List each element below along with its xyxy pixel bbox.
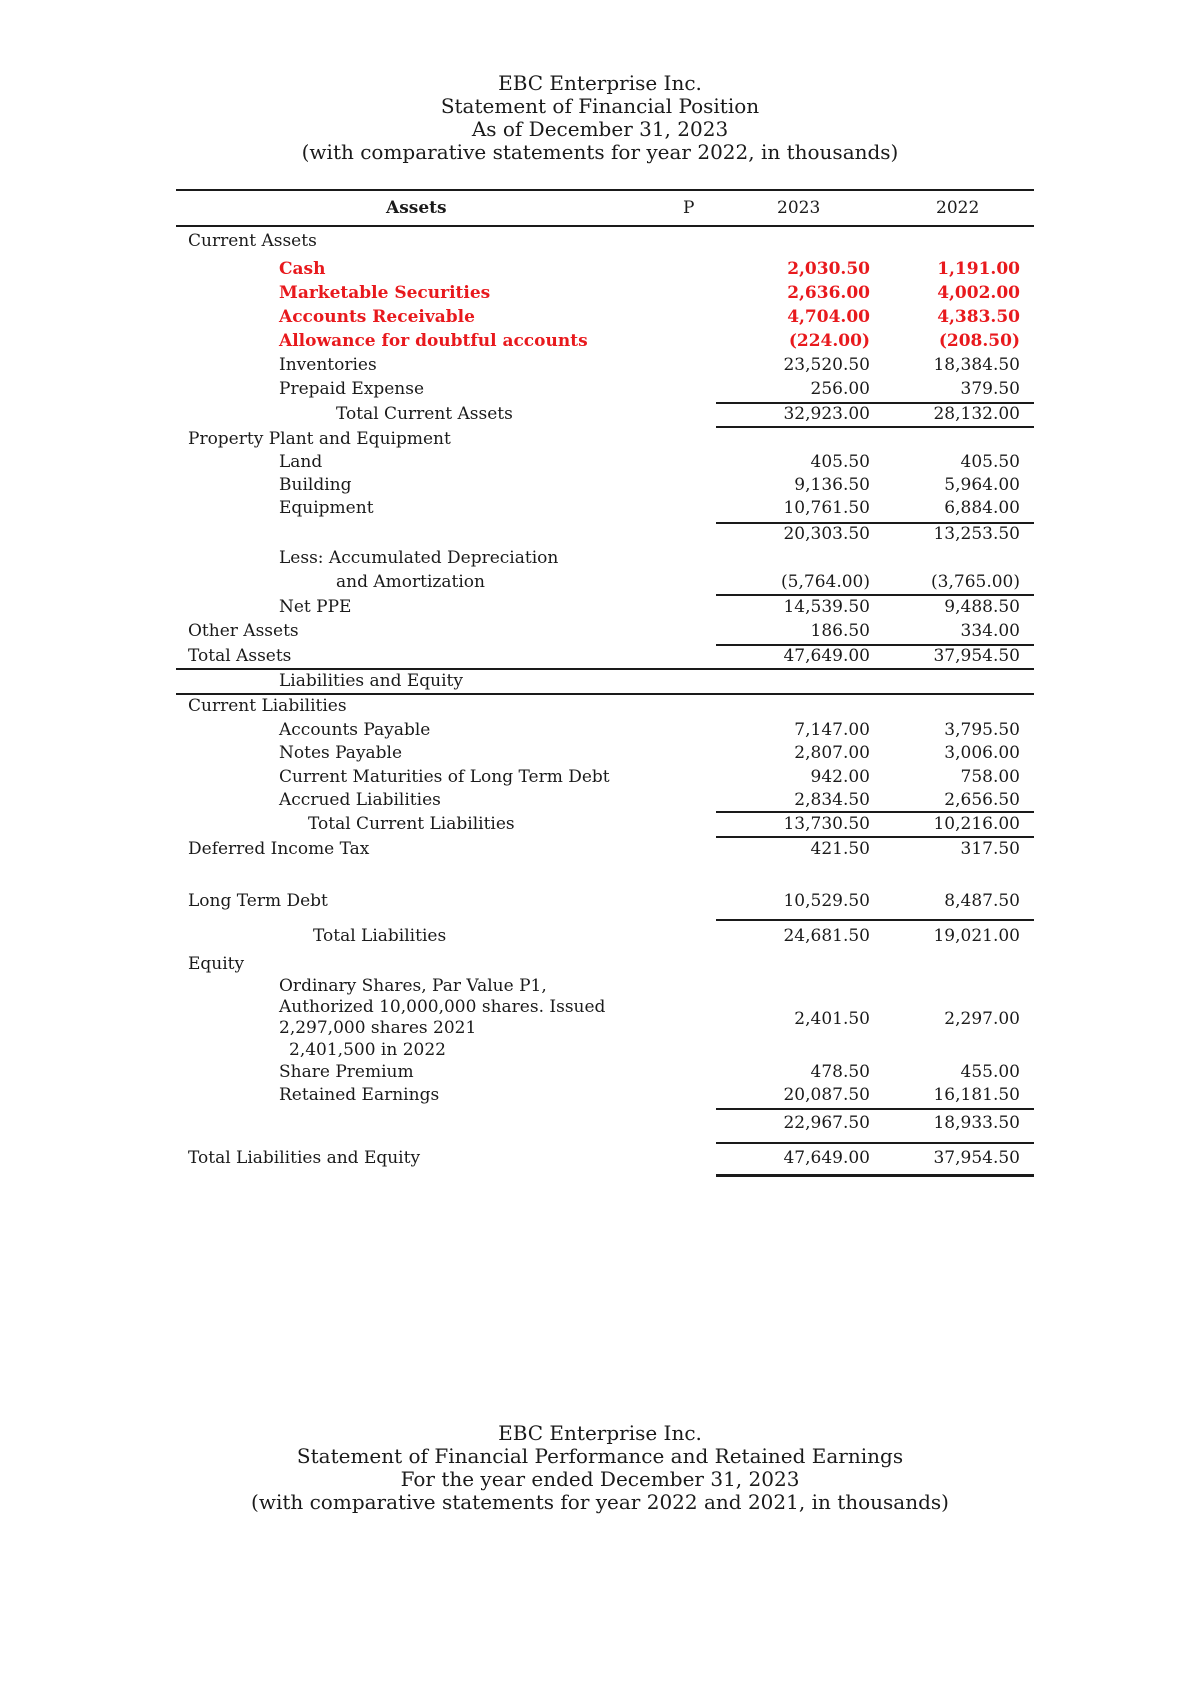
row-accrued-2022: 2,656.50 (944, 790, 1020, 810)
row-amort-2023: (5,764.00) (781, 572, 870, 592)
col-assets: Assets (386, 198, 447, 218)
row-allowance-label: Allowance for doubtful accounts (279, 331, 588, 351)
row-inventories-2023: 23,520.50 (783, 355, 870, 375)
row-shares-line2: Authorized 10,000,000 shares. Issued (279, 997, 606, 1017)
row-cash-label: Cash (279, 259, 326, 279)
row-retained-2022: 16,181.50 (933, 1085, 1020, 1105)
col-2022: 2022 (936, 198, 980, 218)
row-total-le-2023: 47,649.00 (783, 1148, 870, 1168)
row-current-maturities-label: Current Maturities of Long Term Debt (279, 767, 610, 787)
row-net-ppe-2022: 9,488.50 (944, 597, 1020, 617)
row-marketable-label: Marketable Securities (279, 283, 491, 303)
row-share-premium-2023: 478.50 (810, 1062, 870, 1082)
row-total-le-2022: 37,954.50 (933, 1148, 1020, 1168)
section-rule (176, 693, 1034, 695)
row-prepaid-2023: 256.00 (810, 379, 870, 399)
statement-title: Statement of Financial Performance and Retained Earnings (296, 1444, 904, 1468)
subtotal-rule (716, 1108, 1034, 1110)
statement-note: (with comparative statements for year 2022 and 2021, in thousands) (251, 1490, 949, 1514)
subtotal-rule (716, 919, 1034, 921)
row-shares-line1: Ordinary Shares, Par Value P1, (279, 976, 547, 996)
section-ppe: Property Plant and Equipment (188, 429, 451, 449)
row-notes-payable-label: Notes Payable (279, 743, 403, 763)
row-total-current-liabilities-label: Total Current Liabilities (308, 814, 515, 834)
row-equity-total-2022: 18,933.50 (933, 1113, 1020, 1133)
row-total-assets-label: Total Assets (188, 646, 292, 666)
row-current-maturities-2022: 758.00 (960, 767, 1020, 787)
row-total-liabilities-2022: 19,021.00 (933, 926, 1020, 946)
row-total-current-assets-label: Total Current Assets (336, 404, 513, 424)
row-total-liabilities-label: Total Liabilities (313, 926, 447, 946)
row-deferred-tax-2023: 421.50 (810, 839, 870, 859)
row-amort-label: and Amortization (336, 572, 485, 592)
col-2023: 2023 (777, 198, 821, 218)
row-accounts-payable-label: Accounts Payable (279, 720, 431, 740)
row-share-premium-label: Share Premium (279, 1062, 414, 1082)
row-deferred-tax-label: Deferred Income Tax (188, 839, 370, 859)
row-building-label: Building (279, 475, 352, 495)
row-allowance-2022: (208.50) (938, 331, 1020, 351)
row-receivable-label: Accounts Receivable (279, 307, 475, 327)
row-deferred-tax-2022: 317.50 (960, 839, 1020, 859)
statement-header (0, 72, 1200, 164)
row-retained-label: Retained Earnings (279, 1085, 440, 1105)
row-other-assets-label: Other Assets (188, 621, 299, 641)
total-rule (716, 836, 1034, 838)
row-cash-2023: 2,030.50 (787, 259, 870, 279)
statement2-header (0, 1422, 1200, 1514)
row-total-current-liabilities-2023: 13,730.50 (783, 814, 870, 834)
row-equipment-2023: 10,761.50 (783, 498, 870, 518)
section-rule (176, 668, 1034, 670)
row-inventories-2022: 18,384.50 (933, 355, 1020, 375)
row-shares-line4: 2,401,500 in 2022 (289, 1040, 446, 1060)
row-long-term-debt-2022: 8,487.50 (944, 891, 1020, 911)
row-shares-2023: 2,401.50 (794, 1009, 870, 1029)
row-accounts-payable-2023: 7,147.00 (794, 720, 870, 740)
row-total-current-assets-2022: 28,132.00 (933, 404, 1020, 424)
row-share-premium-2022: 455.00 (960, 1062, 1020, 1082)
row-allowance-2023: (224.00) (788, 331, 870, 351)
statement-date: As of December 31, 2023 (471, 117, 729, 141)
row-ppe-subtotal-2023: 20,303.50 (783, 524, 870, 544)
row-accrued-2023: 2,834.50 (794, 790, 870, 810)
row-equipment-2022: 6,884.00 (944, 498, 1020, 518)
row-net-ppe-label: Net PPE (279, 597, 352, 617)
row-building-2023: 9,136.50 (794, 475, 870, 495)
subtotal-rule (716, 1142, 1034, 1144)
col-p: P (683, 198, 695, 218)
row-other-assets-2023: 186.50 (810, 621, 870, 641)
header-rule (176, 225, 1034, 227)
subtotal-rule (716, 811, 1034, 813)
total-rule (716, 426, 1034, 428)
top-rule (176, 189, 1034, 191)
statement-title: Statement of Financial Position (440, 94, 760, 118)
row-less-dep-label: Less: Accumulated Depreciation (279, 548, 559, 568)
row-notes-payable-2022: 3,006.00 (944, 743, 1020, 763)
row-net-ppe-2023: 14,539.50 (783, 597, 870, 617)
row-receivable-2022: 4,383.50 (937, 307, 1020, 327)
statement-note: (with comparative statements for year 2022, in thousands) (301, 140, 899, 164)
row-shares-line3: 2,297,000 shares 2021 (279, 1018, 477, 1038)
row-inventories-label: Inventories (279, 355, 377, 375)
row-land-label: Land (279, 452, 323, 472)
row-land-2023: 405.50 (810, 452, 870, 472)
row-notes-payable-2023: 2,807.00 (794, 743, 870, 763)
double-total-rule (716, 1174, 1034, 1177)
section-equity: Equity (188, 954, 245, 974)
row-ppe-subtotal-2022: 13,253.50 (933, 524, 1020, 544)
row-cash-2022: 1,191.00 (937, 259, 1020, 279)
row-total-assets-2022: 37,954.50 (933, 646, 1020, 666)
row-current-maturities-2023: 942.00 (810, 767, 870, 787)
row-other-assets-2022: 334.00 (960, 621, 1020, 641)
section-current-assets: Current Assets (188, 231, 317, 251)
row-shares-2022: 2,297.00 (944, 1009, 1020, 1029)
statement-date: For the year ended December 31, 2023 (400, 1467, 800, 1491)
row-total-liabilities-2023: 24,681.50 (783, 926, 870, 946)
company-name: EBC Enterprise Inc. (498, 71, 702, 95)
section-liabilities-equity: Liabilities and Equity (279, 671, 463, 691)
row-total-current-liabilities-2022: 10,216.00 (933, 814, 1020, 834)
row-equipment-label: Equipment (279, 498, 374, 518)
row-land-2022: 405.50 (960, 452, 1020, 472)
row-total-assets-2023: 47,649.00 (783, 646, 870, 666)
row-prepaid-label: Prepaid Expense (279, 379, 425, 399)
row-receivable-2023: 4,704.00 (787, 307, 870, 327)
company-name: EBC Enterprise Inc. (498, 1421, 702, 1445)
row-amort-2022: (3,765.00) (931, 572, 1020, 592)
row-building-2022: 5,964.00 (944, 475, 1020, 495)
row-total-le-label: Total Liabilities and Equity (188, 1148, 421, 1168)
row-marketable-2023: 2,636.00 (787, 283, 870, 303)
row-long-term-debt-2023: 10,529.50 (783, 891, 870, 911)
row-long-term-debt-label: Long Term Debt (188, 891, 328, 911)
row-retained-2023: 20,087.50 (783, 1085, 870, 1105)
row-accrued-label: Accrued Liabilities (279, 790, 441, 810)
row-accounts-payable-2022: 3,795.50 (944, 720, 1020, 740)
row-equity-total-2023: 22,967.50 (783, 1113, 870, 1133)
row-marketable-2022: 4,002.00 (937, 283, 1020, 303)
row-total-current-assets-2023: 32,923.00 (783, 404, 870, 424)
subtotal-rule (716, 594, 1034, 596)
row-prepaid-2022: 379.50 (960, 379, 1020, 399)
section-current-liabilities: Current Liabilities (188, 696, 347, 716)
